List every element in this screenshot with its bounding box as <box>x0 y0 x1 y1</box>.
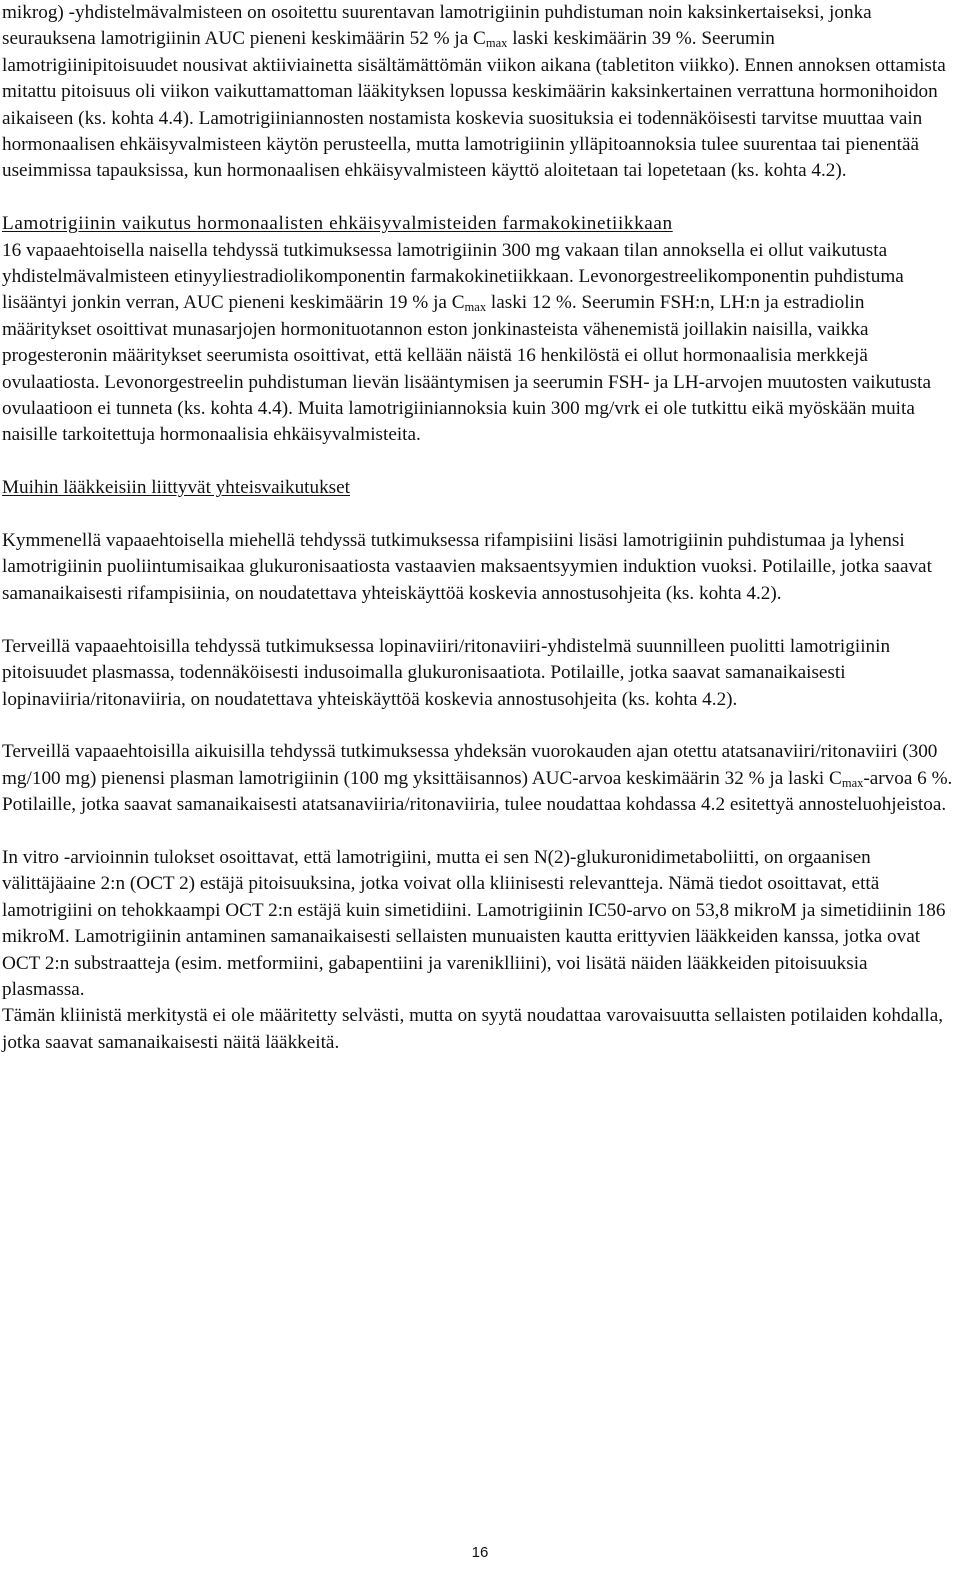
paragraph-kliininen-merkitys: Tämän kliinistä merkitystä ei ole määritetty selvästi, mutta on syytä noudattaa varovaisuutta sellaisten potilaiden kohdalla, jotka saavat samanaikaisesti näitä lääkkeitä. <box>2 1005 944 1053</box>
section-heading-muut-laakkeet: Muihin lääkkeisiin liittyvät yhteisvaikutukset <box>2 477 350 499</box>
paragraph-gap <box>2 502 954 528</box>
page-number: 16 <box>471 1544 489 1561</box>
paragraph-atatsanaviiri <box>2 739 954 818</box>
subscript-max: max <box>464 300 487 315</box>
paragraph-gap <box>2 185 954 211</box>
paragraph-lopinaviiri: Terveillä vapaaehtoisilla tehdyssä tutkimuksessa lopinaviiri/ritonaviiri-yhdistelmä suunnilleen puolitti lamotrigiinin pitoisuudet plasmassa, todennäköisesti indusoimalla glukuronisaatiota. Potilaille, jotka saavat samanaikaisesti lopinaviiria/ritonaviiria, on noudatettava yhteiskäyttöä koskevia annostusohjeita (ks. kohta 4.2). <box>2 635 891 710</box>
paragraph-text: mikrog) -yhdistelmävalmisteen on osoitettu suurentavan lamotrigiinin puhdistuman noin kaksinkertaiseksi, jonka seurauksena lamotrigiinin AUC pieneni keskimäärin 52 % ja C <box>2 2 872 50</box>
section-heading-farmakokinetiikka: Lamotrigiinin vaikutus hormonaalisten ehkäisyvalmisteiden farmakokinetiikkaan <box>2 213 673 235</box>
subscript-max: max <box>841 775 864 790</box>
paragraph-text: Terveillä vapaaehtoisilla aikuisilla tehdyssä tutkimuksessa yhdeksän vuorokauden ajan otettu atatsanaviiri/ritonaviiri (300 mg/100 mg) pienensi plasman lamotrigiinin (100 mg yksittäisannos) AUC-arvoa keskimäärin 32 % ja laski C <box>2 741 938 789</box>
paragraph-text: 16 vapaaehtoisella naisella tehdyssä tutkimuksessa lamotrigiinin 300 mg vakaan tilan annoksella ei ollut vaikutusta yhdistelmävalmisteen etinyyliestradiolikomponentin farmakokinetiikkaan. Levonorgestreelikomponentin puhdistuma lisääntyi jonkin verran, AUC pieneni keskimäärin 19 % ja C <box>2 239 904 314</box>
paragraph-gap <box>2 607 954 633</box>
paragraph-text: laski 12 %. Seerumin FSH:n, LH:n ja estradiolin määritykset osoittivat munasarjojen hormonituotannon eston jonkinasteista vähenemistä joillakin naisilla, vaikka progesteronin määritykset seerumista osoittivat, että kellään näistä 16 henkilöstä ei ollut hormonaalisia merkkejä ovulaatiosta. Levonorgestreelin puhdistuman lievän lisääntymisen ja seerumin FSH- ja LH-arvojen muutosten vaikutusta ovulaatioon ei tunneta (ks. kohta 4.4). Muita lamotrigiiniannoksia kuin 300 mg/vrk ei ole tutkittu eikä myöskään muita naisille tarkoitettuja hormonaalisia ehkäisyvalmisteita. <box>2 292 931 446</box>
paragraph-text: laski keskimäärin 39 %. Seerumin lamotrigiinipitoisuudet nousivat aktiiviainetta sisältämättömän viikon aikana (tabletiton viikko). Ennen annoksen ottamista mitattu pitoisuus oli viikon vaikuttamattoman lääkityksen lopussa keskimäärin kaksinkertainen verrattuna hormonihoidon aikaiseen (ks. kohta 4.4). Lamotrigiiniannosten nostamista koskevia suosituksia ei todennäköisesti tarvitse muuttaa vain hormonaalisen ehkäisyvalmisteen käytön perusteella, mutta lamotrigiinin ylläpitoannoksia tulee suurentaa tai pienentää useimmissa tapauksissa, kun hormonaalisen ehkäisyvalmisteen käyttö aloitetaan tai lopetetaan (ks. kohta 4.2). <box>2 28 946 182</box>
paragraph-levonorgestreeli <box>2 238 954 449</box>
paragraph-gap <box>2 449 954 475</box>
paragraph-in-vitro: In vitro -arvioinnin tulokset osoittavat, että lamotrigiini, mutta ei sen N(2)-glukuronidimetaboliitti, on orgaanisen välittäjäaine 2:n (OCT 2) estäjä pitoisuuksina, jotka voivat olla kliinisesti relevantteja. Nämä tiedot osoittavat, että lamotrigiini on tehokkaampi OCT 2:n estäjä kuin simetidiini. Lamotrigiinin IC50-arvo on 53,8 mikroM ja simetidiinin 186 mikroM. Lamotrigiinin antaminen samanaikaisesti sellaisten munuaisten kautta erittyvien lääkkeiden kanssa, jotka ovat OCT 2:n substraatteja (esim. metformiini, gabapentiini ja vareniklliini), voi lisätä näiden lääkkeiden pitoisuuksia plasmassa. <box>2 846 946 1000</box>
paragraph-rifampisiini: Kymmenellä vapaaehtoisella miehellä tehdyssä tutkimuksessa rifampisiini lisäsi lamotrigiinin puhdistumaa ja lyhensi lamotrigiinin puoliintumisaikaa glukuronisaatiosta vastaavien maksaentsyymien induktion vuoksi. Potilaille, jotka saavat samanaikaisesti rifampisiinia, on noudatettava yhteiskäyttöä koskevia annostusohjeita (ks. kohta 4.2). <box>2 530 932 604</box>
paragraph-text: -arvoa 6 %. Potilaille, jotka saavat samanaikaisesti atatsanaviiria/ritonaviiria, tulee noudattaa kohdassa 4.2 esitettyä annosteluohjeistoa. <box>2 767 953 816</box>
document-body <box>2 0 954 1056</box>
paragraph-ehkaisy-continuation <box>2 0 954 185</box>
subscript-max: max <box>485 36 508 51</box>
paragraph-gap <box>2 713 954 739</box>
paragraph-gap <box>2 819 954 845</box>
